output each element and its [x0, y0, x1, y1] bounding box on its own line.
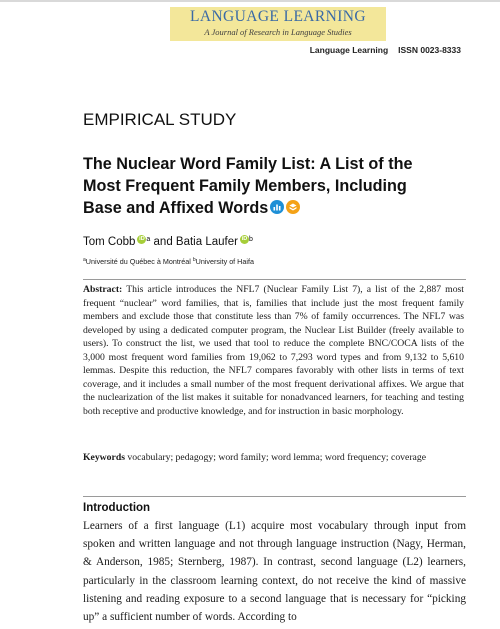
abstract-text: This article introduces the NFL7 (Nuclear Family List 7), a list of the 2,887 most frequent “nuclear” word families, that is, families that include just the most frequent family members and exclude those that constitute less than 7% of family occurrences. The NFL7 was developed by using a dedicated computer program, the Nuclear List Builder (freely available to users). To construct the list, we used that tool to reduce the complete BNC/COCA lists of the 3,000 most frequent word families from 19,062 to 7,293 word types and from 9,132 to 5,610 lemmas. Despite this reduction, the NFL7 compares favorably with other lists in terms of text coverage, and it includes a small number of the most frequent derivational affixes. We argue that the nuclearization of the list makes it suitable for nonadvanced learners, for teaching and testing both receptive and productive knowledge, and for instruction in basic morphology. [83, 284, 464, 417]
section-label: EMPIRICAL STUDY [83, 110, 237, 129]
affiliation-mark: a [83, 257, 86, 263]
author-name[interactable]: Tom Cobb [83, 236, 136, 248]
open-data-badge-icon[interactable] [270, 200, 284, 214]
title-line: The Nuclear Word Family List: A List of the [83, 155, 413, 173]
issn-journal-name: Language Learning [309, 45, 389, 55]
intro-heading: Introduction [83, 502, 151, 514]
title-line-text: Base and Affixed Words [83, 199, 269, 217]
title-line: Most Frequent Family Members, Including [83, 177, 407, 195]
article-title [83, 153, 473, 219]
title-line [83, 197, 473, 219]
orcid-icon[interactable]: iD [139, 236, 145, 242]
affiliation-text: University of Haifa [195, 257, 254, 266]
issn-number: ISSN 0023-8333 [398, 45, 461, 55]
keywords [83, 451, 464, 465]
keywords-text: vocabulary; pedagogy; word family; word lemma; word frequency; coverage [127, 452, 426, 463]
abstract [83, 283, 464, 418]
intro-divider [83, 496, 466, 497]
author-name[interactable]: Batia Laufer [175, 236, 238, 248]
open-materials-badge-icon[interactable] [286, 200, 300, 214]
journal-name: LANGUAGE LEARNING [190, 8, 366, 25]
author-affiliation-mark: a [146, 236, 151, 243]
issn-line [310, 45, 461, 55]
journal-subtitle: A Journal of Research in Language Studies [204, 27, 352, 37]
author-list [83, 235, 253, 248]
intro-paragraph: Learners of a first language (L1) acquire most vocabulary through input from spoken and written language and not through language instruction (Nagy, Herman, & Anderson, 1985; Sternberg, 1987). In contrast, second language (L2) learners, particularly in the classroom learning context, do not receive the kind of massive listening and reading exposure to a second language that is necessary for “picking up” a sufficient number of words. According to [83, 520, 466, 624]
author-joiner: and [153, 236, 173, 248]
abstract-label: Abstract: [83, 284, 123, 295]
affiliation-text: Université du Québec à Montréal [85, 257, 191, 266]
affiliations [83, 257, 254, 266]
affiliation-mark: b [192, 257, 196, 263]
journal-banner [170, 7, 386, 41]
keywords-label: Keywords [83, 452, 125, 463]
top-border [0, 0, 500, 2]
orcid-icon[interactable]: iD [241, 236, 248, 242]
abstract-divider [83, 279, 466, 280]
author-affiliation-mark: b [248, 236, 253, 243]
